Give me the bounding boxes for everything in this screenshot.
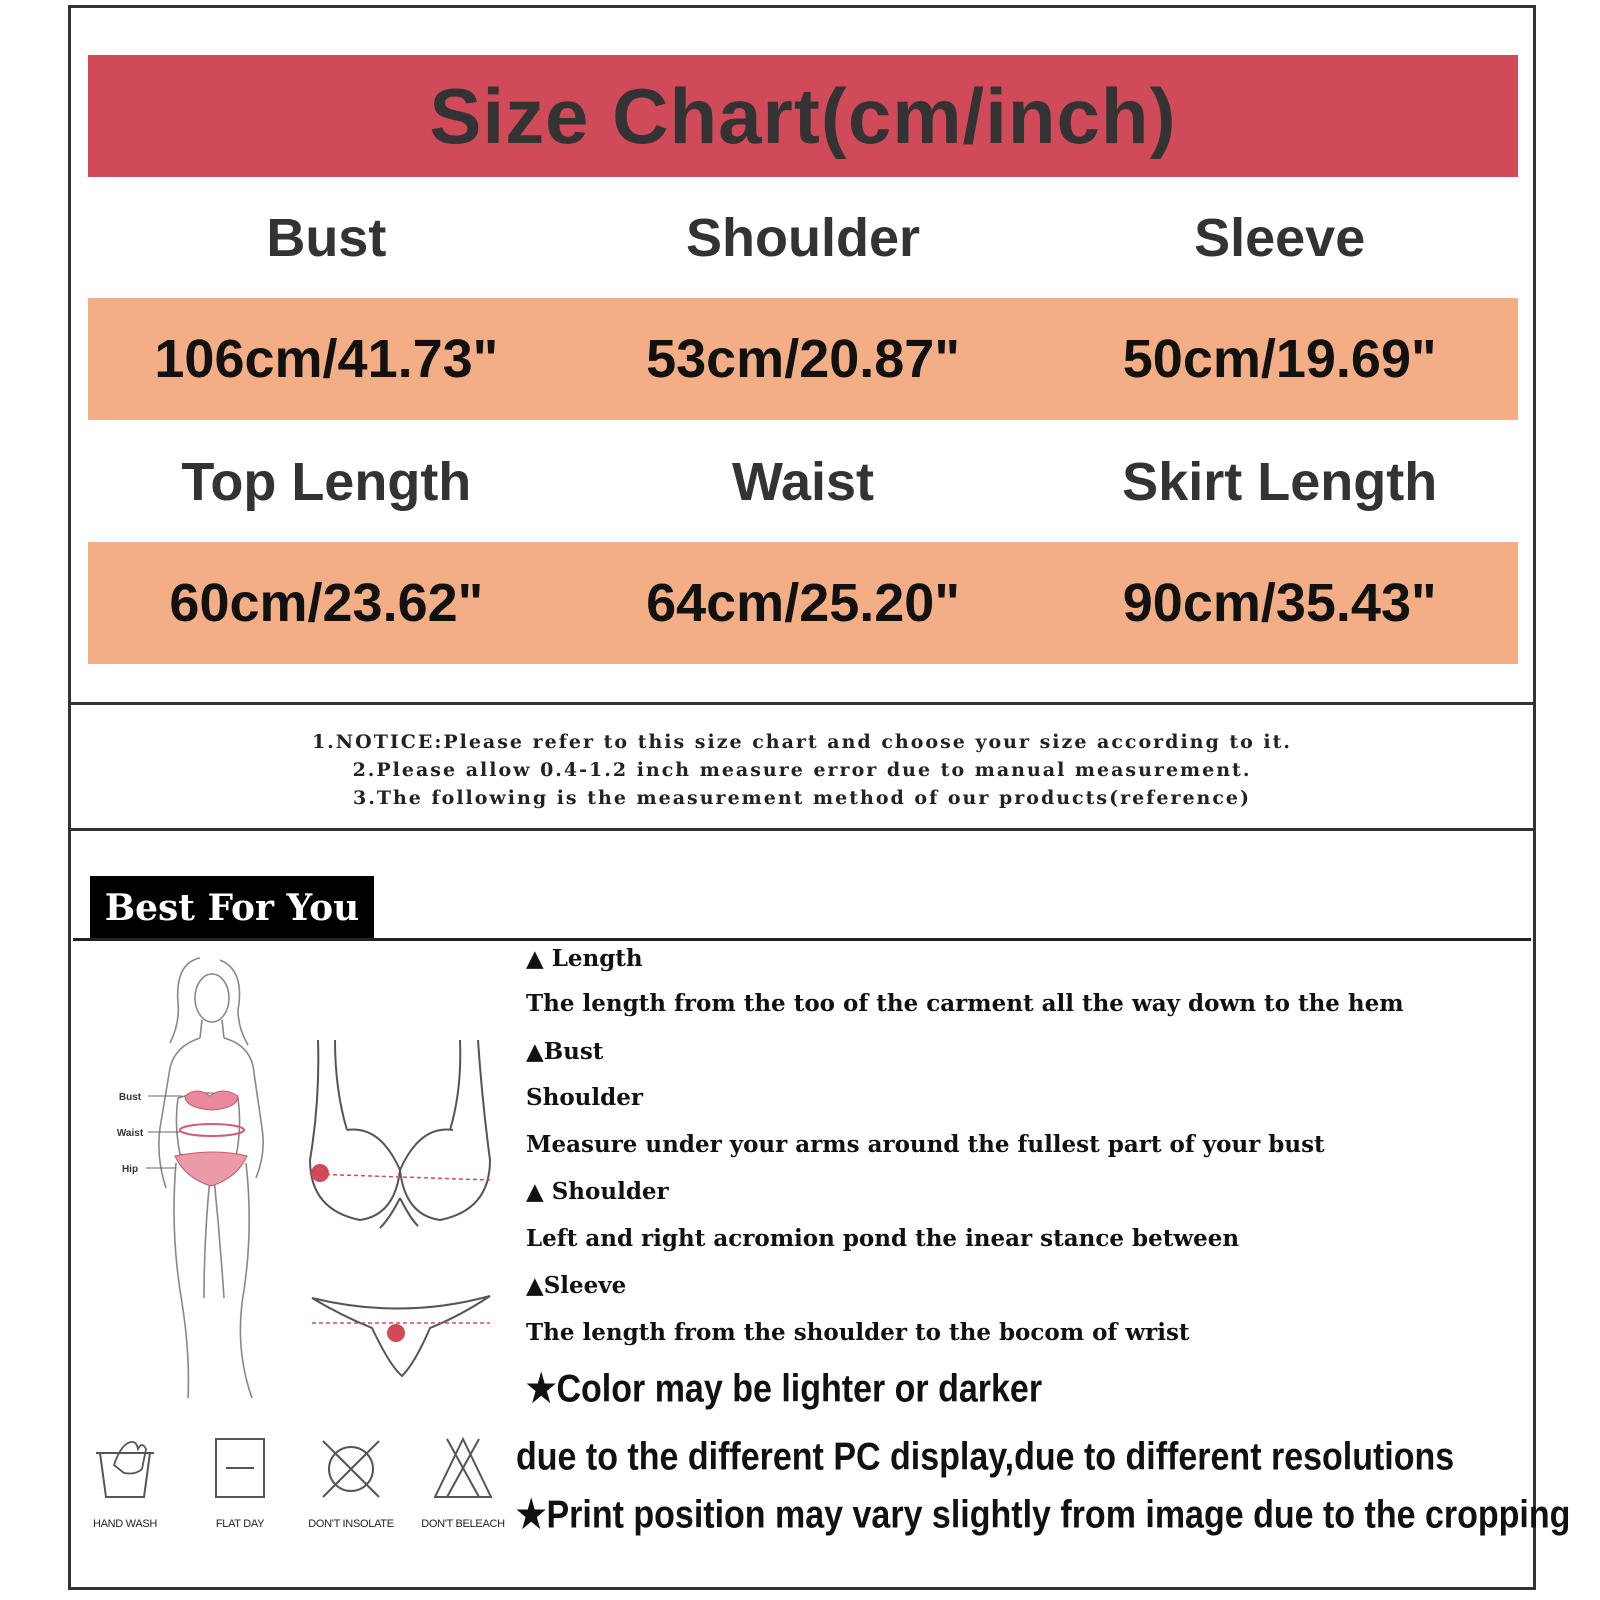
color-note-1: ★Color may be lighter or darker: [526, 1367, 1043, 1411]
figure-label-hip: Hip: [121, 1164, 139, 1175]
bra-outline: [310, 1040, 490, 1228]
page-title: Size Chart(cm/inch): [429, 71, 1177, 160]
value-sleeve: 50cm/19.69": [1122, 329, 1437, 389]
waist-line: [180, 1124, 244, 1136]
header-bust: Bust: [266, 208, 387, 268]
hand-wash-icon: [90, 1435, 160, 1503]
title-banner: [88, 55, 1518, 177]
shoulder-desc: Left and right acromion pond the inear stance between: [526, 1225, 1240, 1252]
shoulder-title: ▲ Shoulder: [526, 1178, 669, 1205]
notice-block: [68, 728, 1536, 812]
best-for-you-label: Best For You: [104, 887, 360, 929]
value-waist: 64cm/25.20": [646, 573, 960, 633]
header-row-2: [88, 422, 1518, 542]
bust-title: ▲Bust: [526, 1038, 604, 1065]
value-row-1: [88, 298, 1518, 420]
care-label: FLAT DAY: [215, 1518, 265, 1530]
header-shoulder: Shoulder: [686, 208, 921, 268]
color-note-2: due to the different PC display,due to different resolutions: [516, 1435, 1455, 1479]
value-top-length: 60cm/23.62": [169, 573, 484, 633]
value-row-2: [88, 542, 1518, 664]
sleeve-desc: The length from the shoulder to the bocom of wrist: [526, 1319, 1190, 1346]
value-bust: 106cm/41.73": [154, 329, 499, 389]
care-label: DON'T BELEACH: [421, 1518, 505, 1530]
value-skirt-length: 90cm/35.43": [1122, 573, 1437, 633]
bikini-bottom-pink: [175, 1152, 247, 1186]
care-dont-insolate: [296, 1435, 406, 1530]
notice-line-3: 3.The following is the measurement method of our products(reference): [352, 787, 1251, 809]
flat-dry-icon: [210, 1435, 270, 1503]
header-row-1: [88, 178, 1518, 298]
notice-line-1: 1.NOTICE:Please refer to this size chart and choose your size according to it.: [311, 731, 1293, 753]
divider: [68, 828, 1536, 831]
section-underline: [73, 938, 1531, 941]
care-dont-bleach: [408, 1435, 518, 1530]
care-label: DON'T INSOLATE: [308, 1518, 394, 1530]
care-label: HAND WASH: [92, 1518, 158, 1530]
header-sleeve: Sleeve: [1194, 208, 1366, 268]
divider: [68, 702, 1536, 705]
marker-3: [387, 1324, 405, 1342]
print-note: ★Print position may vary slightly from image due to the cropping: [516, 1493, 1571, 1537]
header-top-length: Top Length: [181, 452, 472, 512]
figure-label-bust: Bust: [118, 1092, 142, 1103]
bust-sub: Shoulder: [526, 1084, 643, 1111]
marker-1: [311, 1164, 329, 1182]
bust-desc: Measure under your arms around the fullest part of your bust: [526, 1131, 1325, 1158]
care-flat-dry: [185, 1435, 295, 1530]
notice-line-2: 2.Please allow 0.4-1.2 inch measure error due to manual measurement.: [352, 759, 1252, 781]
figure-label-waist: Waist: [116, 1128, 144, 1139]
measurement-illustration: [90, 948, 520, 1428]
length-title: ▲ Length: [526, 945, 643, 972]
length-desc: The length from the too of the carment all the way down to the hem: [526, 990, 1404, 1017]
care-hand-wash: [70, 1435, 180, 1530]
dont-bleach-icon: [429, 1435, 497, 1503]
header-skirt-length: Skirt Length: [1122, 452, 1438, 512]
dont-insolate-icon: [317, 1435, 385, 1503]
sleeve-title: ▲Sleeve: [526, 1272, 627, 1299]
value-shoulder: 53cm/20.87": [646, 329, 960, 389]
best-for-you-tab: [90, 876, 374, 940]
header-waist: Waist: [732, 452, 875, 512]
